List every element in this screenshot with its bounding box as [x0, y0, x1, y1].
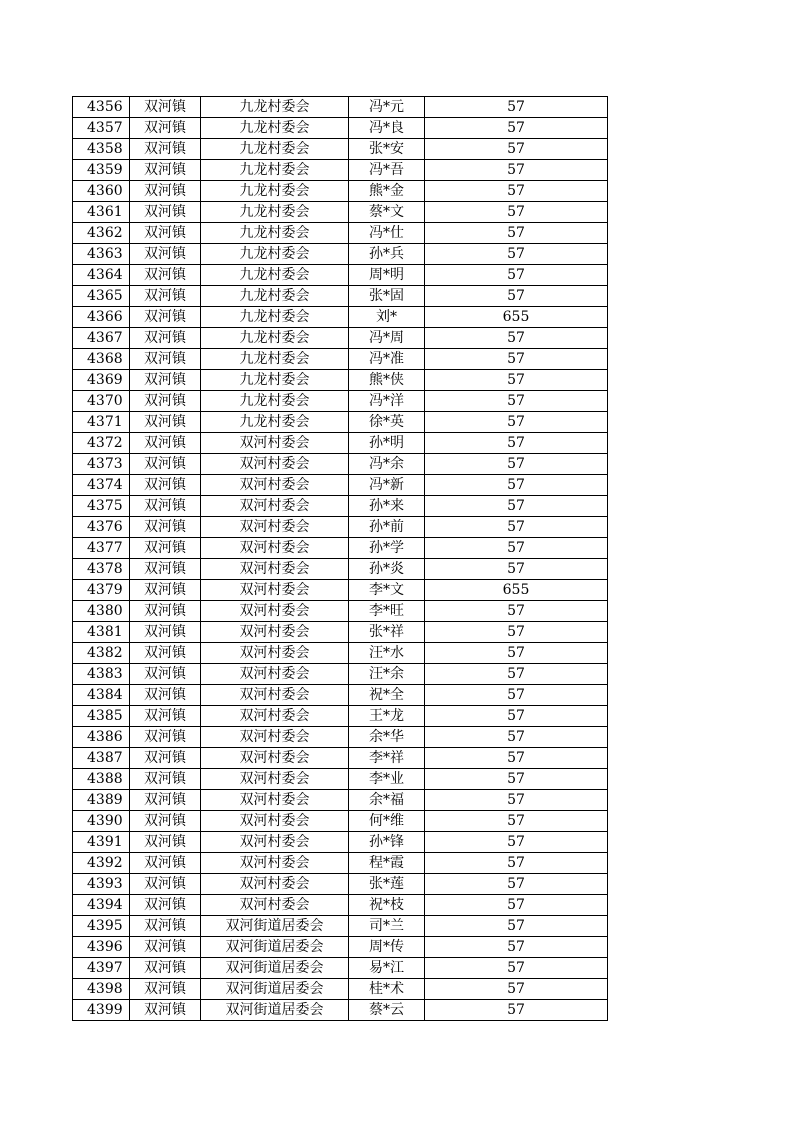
committee-cell: 九龙村委会: [201, 328, 349, 349]
table-row: [73, 664, 608, 685]
committee-cell: 九龙村委会: [201, 202, 349, 223]
town-cell: 双河镇: [130, 517, 201, 538]
name-cell: 孙*明: [349, 433, 425, 454]
table-row: [73, 622, 608, 643]
row-number-cell: 4382: [73, 643, 130, 664]
name-cell: 何*维: [349, 811, 425, 832]
row-number-cell: 4395: [73, 916, 130, 937]
committee-cell: 双河村委会: [201, 748, 349, 769]
town-cell: 双河镇: [130, 664, 201, 685]
amount-cell: 57: [425, 139, 608, 160]
table-row: [73, 895, 608, 916]
committee-cell: 九龙村委会: [201, 244, 349, 265]
amount-cell: 57: [425, 727, 608, 748]
table-row: [73, 958, 608, 979]
table-row: [73, 370, 608, 391]
amount-cell: 57: [425, 391, 608, 412]
town-cell: 双河镇: [130, 223, 201, 244]
amount-cell: 57: [425, 811, 608, 832]
row-number-cell: 4366: [73, 307, 130, 328]
amount-cell: 57: [425, 160, 608, 181]
name-cell: 熊*金: [349, 181, 425, 202]
row-number-cell: 4362: [73, 223, 130, 244]
amount-cell: 57: [425, 118, 608, 139]
town-cell: 双河镇: [130, 832, 201, 853]
committee-cell: 双河村委会: [201, 832, 349, 853]
table-row: [73, 790, 608, 811]
committee-cell: 双河村委会: [201, 769, 349, 790]
amount-cell: 57: [425, 874, 608, 895]
table-body: [73, 97, 608, 1021]
committee-cell: 九龙村委会: [201, 139, 349, 160]
name-cell: 李*业: [349, 769, 425, 790]
amount-cell: 57: [425, 496, 608, 517]
row-number-cell: 4356: [73, 97, 130, 118]
town-cell: 双河镇: [130, 601, 201, 622]
table-row: [73, 139, 608, 160]
amount-cell: 57: [425, 328, 608, 349]
committee-cell: 九龙村委会: [201, 223, 349, 244]
amount-cell: 57: [425, 475, 608, 496]
committee-cell: 九龙村委会: [201, 160, 349, 181]
town-cell: 双河镇: [130, 811, 201, 832]
table-row: [73, 1000, 608, 1021]
committee-cell: 双河村委会: [201, 853, 349, 874]
name-cell: 李*旺: [349, 601, 425, 622]
town-cell: 双河镇: [130, 349, 201, 370]
table-row: [73, 307, 608, 328]
committee-cell: 九龙村委会: [201, 349, 349, 370]
amount-cell: 57: [425, 454, 608, 475]
town-cell: 双河镇: [130, 118, 201, 139]
town-cell: 双河镇: [130, 181, 201, 202]
name-cell: 李*文: [349, 580, 425, 601]
table-row: [73, 706, 608, 727]
amount-cell: 655: [425, 307, 608, 328]
name-cell: 冯*洋: [349, 391, 425, 412]
committee-cell: 双河村委会: [201, 622, 349, 643]
row-number-cell: 4379: [73, 580, 130, 601]
table-row: [73, 979, 608, 1000]
town-cell: 双河镇: [130, 391, 201, 412]
committee-cell: 双河村委会: [201, 874, 349, 895]
table-row: [73, 160, 608, 181]
name-cell: 李*祥: [349, 748, 425, 769]
row-number-cell: 4365: [73, 286, 130, 307]
committee-cell: 双河街道居委会: [201, 979, 349, 1000]
town-cell: 双河镇: [130, 475, 201, 496]
amount-cell: 57: [425, 748, 608, 769]
name-cell: 王*龙: [349, 706, 425, 727]
town-cell: 双河镇: [130, 160, 201, 181]
row-number-cell: 4371: [73, 412, 130, 433]
table-row: [73, 580, 608, 601]
amount-cell: 57: [425, 181, 608, 202]
row-number-cell: 4360: [73, 181, 130, 202]
table-row: [73, 517, 608, 538]
row-number-cell: 4389: [73, 790, 130, 811]
amount-cell: 57: [425, 664, 608, 685]
row-number-cell: 4367: [73, 328, 130, 349]
name-cell: 余*华: [349, 727, 425, 748]
town-cell: 双河镇: [130, 328, 201, 349]
town-cell: 双河镇: [130, 580, 201, 601]
table-row: [73, 496, 608, 517]
data-table: [72, 96, 608, 1021]
row-number-cell: 4372: [73, 433, 130, 454]
committee-cell: 双河街道居委会: [201, 1000, 349, 1021]
town-cell: 双河镇: [130, 1000, 201, 1021]
table-row: [73, 727, 608, 748]
amount-cell: 57: [425, 685, 608, 706]
name-cell: 蔡*文: [349, 202, 425, 223]
name-cell: 张*固: [349, 286, 425, 307]
table-row: [73, 475, 608, 496]
table-row: [73, 391, 608, 412]
row-number-cell: 4369: [73, 370, 130, 391]
town-cell: 双河镇: [130, 538, 201, 559]
amount-cell: 57: [425, 97, 608, 118]
amount-cell: 57: [425, 412, 608, 433]
table-row: [73, 853, 608, 874]
town-cell: 双河镇: [130, 97, 201, 118]
name-cell: 冯*元: [349, 97, 425, 118]
town-cell: 双河镇: [130, 958, 201, 979]
name-cell: 冯*良: [349, 118, 425, 139]
town-cell: 双河镇: [130, 202, 201, 223]
table-row: [73, 769, 608, 790]
row-number-cell: 4376: [73, 517, 130, 538]
name-cell: 孙*锋: [349, 832, 425, 853]
committee-cell: 双河村委会: [201, 433, 349, 454]
amount-cell: 57: [425, 202, 608, 223]
town-cell: 双河镇: [130, 622, 201, 643]
committee-cell: 九龙村委会: [201, 118, 349, 139]
name-cell: 冯*吾: [349, 160, 425, 181]
committee-cell: 九龙村委会: [201, 265, 349, 286]
row-number-cell: 4357: [73, 118, 130, 139]
name-cell: 冯*周: [349, 328, 425, 349]
town-cell: 双河镇: [130, 307, 201, 328]
row-number-cell: 4378: [73, 559, 130, 580]
name-cell: 熊*侠: [349, 370, 425, 391]
town-cell: 双河镇: [130, 244, 201, 265]
amount-cell: 57: [425, 244, 608, 265]
amount-cell: 57: [425, 286, 608, 307]
amount-cell: 57: [425, 538, 608, 559]
name-cell: 孙*前: [349, 517, 425, 538]
row-number-cell: 4374: [73, 475, 130, 496]
town-cell: 双河镇: [130, 139, 201, 160]
name-cell: 孙*兵: [349, 244, 425, 265]
table-row: [73, 349, 608, 370]
table-row: [73, 874, 608, 895]
committee-cell: 双河村委会: [201, 727, 349, 748]
name-cell: 祝*枝: [349, 895, 425, 916]
table-row: [73, 538, 608, 559]
table-row: [73, 685, 608, 706]
committee-cell: 双河街道居委会: [201, 916, 349, 937]
committee-cell: 双河村委会: [201, 811, 349, 832]
amount-cell: 57: [425, 559, 608, 580]
name-cell: 孙*学: [349, 538, 425, 559]
row-number-cell: 4387: [73, 748, 130, 769]
name-cell: 汪*余: [349, 664, 425, 685]
committee-cell: 双河村委会: [201, 601, 349, 622]
committee-cell: 双河村委会: [201, 517, 349, 538]
table-row: [73, 811, 608, 832]
name-cell: 余*福: [349, 790, 425, 811]
amount-cell: 57: [425, 790, 608, 811]
amount-cell: 57: [425, 223, 608, 244]
committee-cell: 九龙村委会: [201, 181, 349, 202]
row-number-cell: 4399: [73, 1000, 130, 1021]
table-row: [73, 97, 608, 118]
table-row: [73, 328, 608, 349]
committee-cell: 双河街道居委会: [201, 958, 349, 979]
town-cell: 双河镇: [130, 496, 201, 517]
amount-cell: 57: [425, 601, 608, 622]
name-cell: 祝*全: [349, 685, 425, 706]
amount-cell: 57: [425, 706, 608, 727]
name-cell: 冯*仕: [349, 223, 425, 244]
amount-cell: 57: [425, 937, 608, 958]
committee-cell: 双河村委会: [201, 643, 349, 664]
name-cell: 徐*英: [349, 412, 425, 433]
committee-cell: 九龙村委会: [201, 370, 349, 391]
row-number-cell: 4384: [73, 685, 130, 706]
name-cell: 汪*水: [349, 643, 425, 664]
row-number-cell: 4397: [73, 958, 130, 979]
town-cell: 双河镇: [130, 874, 201, 895]
row-number-cell: 4385: [73, 706, 130, 727]
table-row: [73, 265, 608, 286]
amount-cell: 57: [425, 643, 608, 664]
committee-cell: 九龙村委会: [201, 307, 349, 328]
table-row: [73, 118, 608, 139]
amount-cell: 57: [425, 370, 608, 391]
committee-cell: 双河村委会: [201, 685, 349, 706]
committee-cell: 九龙村委会: [201, 286, 349, 307]
amount-cell: 57: [425, 979, 608, 1000]
row-number-cell: 4359: [73, 160, 130, 181]
table-row: [73, 454, 608, 475]
name-cell: 冯*新: [349, 475, 425, 496]
town-cell: 双河镇: [130, 286, 201, 307]
town-cell: 双河镇: [130, 769, 201, 790]
row-number-cell: 4381: [73, 622, 130, 643]
amount-cell: 57: [425, 916, 608, 937]
name-cell: 桂*术: [349, 979, 425, 1000]
name-cell: 冯*准: [349, 349, 425, 370]
table-row: [73, 286, 608, 307]
town-cell: 双河镇: [130, 916, 201, 937]
town-cell: 双河镇: [130, 790, 201, 811]
town-cell: 双河镇: [130, 937, 201, 958]
table-row: [73, 223, 608, 244]
committee-cell: 双河村委会: [201, 496, 349, 517]
town-cell: 双河镇: [130, 643, 201, 664]
amount-cell: 57: [425, 1000, 608, 1021]
committee-cell: 双河村委会: [201, 475, 349, 496]
name-cell: 张*莲: [349, 874, 425, 895]
town-cell: 双河镇: [130, 412, 201, 433]
table-row: [73, 181, 608, 202]
table-row: [73, 643, 608, 664]
table-row: [73, 601, 608, 622]
row-number-cell: 4393: [73, 874, 130, 895]
name-cell: 易*江: [349, 958, 425, 979]
table-row: [73, 559, 608, 580]
table-row: [73, 433, 608, 454]
row-number-cell: 4383: [73, 664, 130, 685]
committee-cell: 双河村委会: [201, 454, 349, 475]
committee-cell: 双河村委会: [201, 790, 349, 811]
name-cell: 刘*: [349, 307, 425, 328]
name-cell: 司*兰: [349, 916, 425, 937]
row-number-cell: 4386: [73, 727, 130, 748]
name-cell: 蔡*云: [349, 1000, 425, 1021]
committee-cell: 双河村委会: [201, 580, 349, 601]
table-row: [73, 832, 608, 853]
amount-cell: 57: [425, 433, 608, 454]
amount-cell: 57: [425, 265, 608, 286]
table-row: [73, 412, 608, 433]
town-cell: 双河镇: [130, 748, 201, 769]
table-row: [73, 937, 608, 958]
name-cell: 张*祥: [349, 622, 425, 643]
committee-cell: 双河街道居委会: [201, 937, 349, 958]
town-cell: 双河镇: [130, 265, 201, 286]
row-number-cell: 4373: [73, 454, 130, 475]
committee-cell: 双河村委会: [201, 559, 349, 580]
row-number-cell: 4391: [73, 832, 130, 853]
name-cell: 张*安: [349, 139, 425, 160]
amount-cell: 57: [425, 895, 608, 916]
amount-cell: 57: [425, 832, 608, 853]
row-number-cell: 4380: [73, 601, 130, 622]
row-number-cell: 4370: [73, 391, 130, 412]
table-row: [73, 916, 608, 937]
amount-cell: 57: [425, 622, 608, 643]
amount-cell: 57: [425, 349, 608, 370]
row-number-cell: 4368: [73, 349, 130, 370]
town-cell: 双河镇: [130, 559, 201, 580]
name-cell: 孙*来: [349, 496, 425, 517]
name-cell: 周*明: [349, 265, 425, 286]
town-cell: 双河镇: [130, 853, 201, 874]
row-number-cell: 4394: [73, 895, 130, 916]
town-cell: 双河镇: [130, 727, 201, 748]
committee-cell: 双河村委会: [201, 706, 349, 727]
table-row: [73, 202, 608, 223]
town-cell: 双河镇: [130, 706, 201, 727]
row-number-cell: 4375: [73, 496, 130, 517]
row-number-cell: 4392: [73, 853, 130, 874]
table-row: [73, 244, 608, 265]
town-cell: 双河镇: [130, 433, 201, 454]
committee-cell: 双河村委会: [201, 538, 349, 559]
town-cell: 双河镇: [130, 685, 201, 706]
row-number-cell: 4361: [73, 202, 130, 223]
committee-cell: 双河村委会: [201, 664, 349, 685]
amount-cell: 655: [425, 580, 608, 601]
committee-cell: 九龙村委会: [201, 412, 349, 433]
row-number-cell: 4377: [73, 538, 130, 559]
town-cell: 双河镇: [130, 370, 201, 391]
row-number-cell: 4388: [73, 769, 130, 790]
amount-cell: 57: [425, 958, 608, 979]
row-number-cell: 4364: [73, 265, 130, 286]
table-row: [73, 748, 608, 769]
town-cell: 双河镇: [130, 979, 201, 1000]
amount-cell: 57: [425, 517, 608, 538]
row-number-cell: 4363: [73, 244, 130, 265]
row-number-cell: 4398: [73, 979, 130, 1000]
name-cell: 孙*炎: [349, 559, 425, 580]
amount-cell: 57: [425, 769, 608, 790]
committee-cell: 九龙村委会: [201, 391, 349, 412]
name-cell: 冯*余: [349, 454, 425, 475]
committee-cell: 双河村委会: [201, 895, 349, 916]
town-cell: 双河镇: [130, 895, 201, 916]
amount-cell: 57: [425, 853, 608, 874]
name-cell: 程*霞: [349, 853, 425, 874]
town-cell: 双河镇: [130, 454, 201, 475]
name-cell: 周*传: [349, 937, 425, 958]
row-number-cell: 4358: [73, 139, 130, 160]
committee-cell: 九龙村委会: [201, 97, 349, 118]
row-number-cell: 4390: [73, 811, 130, 832]
row-number-cell: 4396: [73, 937, 130, 958]
